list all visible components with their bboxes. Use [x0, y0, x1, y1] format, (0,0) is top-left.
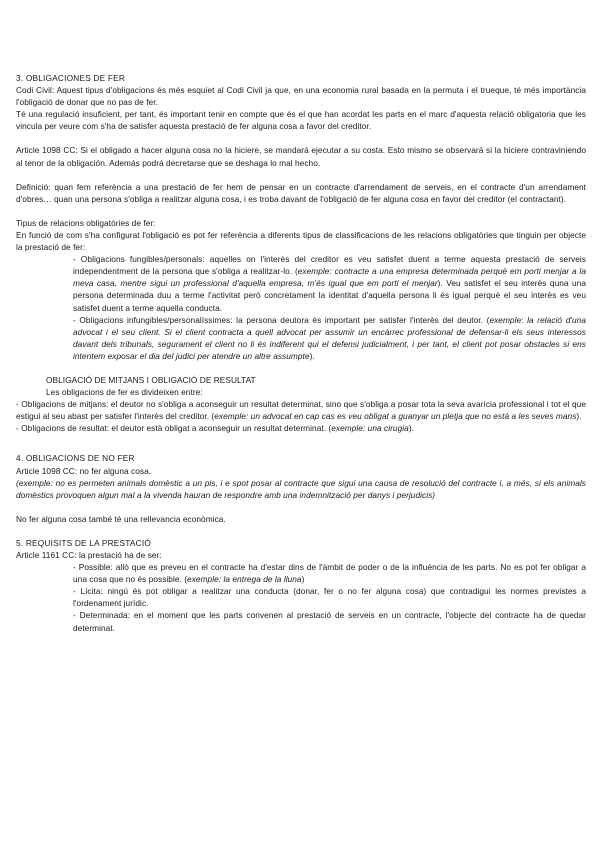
section-4-heading: 4. OBLIGACIONS DE NO FER [16, 453, 135, 464]
list-item-means [16, 398, 586, 422]
list-item-infungible [16, 314, 586, 362]
means-result-intro: Les obligacions de fer es divideixen entre: [46, 387, 203, 398]
means-result-block [16, 374, 586, 398]
infungible-text: - Obligacions infungibles/personalíssimes: la persona deutora és important per satisfer l'interès del deutor. ( [73, 314, 490, 325]
means-close: ). [576, 411, 582, 422]
section-5-heading: 5. REQUISITS DE LA PRESTACIÓ [16, 537, 152, 548]
section-4-example-text: (exemple: no es permeten animals domèstic a un pis, i e spot posar al contracte que sigui una causa de resolució del contracte i, a més, si els animals domèstics provoquen algun mal a la vivenda hauran de respondre amb una indemnització per danys i perjudicis) [16, 477, 586, 500]
section-3-intro-2: Té una regulació insuficient, per tant, és important tenir en compte que és el que han acordat les parts en el marc d'aquesta relació obligatoria que les vincula per veure com s'ha de satisfer aquesta prestació de fer alguna cosa a favor del creditor. [16, 109, 586, 132]
possible-example: exemple: la entrega de la lluna [187, 574, 302, 585]
means-example: exemple: un advocat en cap cas es veu obligat a guanyar un pletja que no està a les seves mans [214, 411, 577, 422]
list-item-fungible [16, 253, 586, 313]
section-4-example [16, 477, 586, 501]
result-close: ). [408, 423, 414, 434]
list-item-result [16, 422, 586, 434]
types-intro: En funció de com s'ha configurat l'obligació es pot fer referència a diferents tipus de classificacions de les relacions obligatòries que tinguin per objecte la prestació de fer: [16, 229, 586, 253]
possible-text: - Possible: allò que es preveu en el contracte ha d'estar dins de l'àmbit de poder o de la influència de les parts. No es pot fer obligar a una cosa que no és possible. ( [73, 562, 586, 585]
means-result-title: OBLIGACIÓ DE MITJANS I OBLIGACIÓ DE RESULTAT [46, 374, 256, 385]
infungible-close: ). [309, 350, 315, 361]
list-item-possible [16, 561, 586, 585]
section-4-article: Article 1098 CC: no fer alguna cosa. [16, 465, 152, 476]
result-text: - Obligacions de resultat: el deutor està obligat a aconseguir un resultat determinat. ( [16, 423, 332, 434]
section-5-article: Article 1161 CC: la prestació ha de ser: [16, 550, 162, 560]
means-text: - Obligacions de mitjans: el deutor no s'obliga a aconseguir un resultat determinat, sino que s'obliga a posar tota la seva avarícia professional i tot el que estigui al seu abast per satisfer l'interès del creditor. ( [16, 399, 586, 422]
list-item-licita: - Lícita: ningú és pot obligar a realitzar una conducta (donar, fer o no fer alguna cosa) que contradigui les normes previstes a l'ordenament jurídic. [73, 586, 586, 609]
fungible-rest: ). Veu satisfet el seu interès quna una persona determinada duu a terme l'activitat però concretament la identitat d'aquella persona li és igual perquè el seu interès es veu satisfet duent a terme aquella conducta. [73, 278, 587, 313]
fungible-text: - Obligacions fungibles/personals: aquelles on l'interès del creditor es veu satisfet duent a terme aquesta prestació de serveis independentment de la persona que s'obliga a realitzar-lo. ( [73, 254, 586, 277]
infungible-example: exemple: la relació d'una advocat i el seu client. Si el client contracta a quell advocat per assumir un encàrrec professional de defensar-li els seus interessos davant dels tribunals, segurament el client no li és indiferent qui el defensi judicialment, i per tant, el client pot posar obstacles si ens intentem exposar el dia del judici per atendre un altre assumpte [73, 314, 586, 361]
article-1098-quote: Article 1098 CC: Si el obligado a hacer alguna cosa no la hiciere, se mandará ejecutar a su costa. Esto mismo se observará si la hiciere contraviniendo al tenor de la obligación. Además podrá decretarse que se deshaga lo mal hecho. [16, 145, 586, 168]
fungible-example: exemple: contracte a una empresa determinada perquè em porti menjar a la meva casa, mentre sigui un professional d'aquella empresa, m'és igual que em porti el menjar [73, 266, 586, 289]
section-3-heading: 3. OBLIGACIONES DE FER [16, 73, 126, 83]
definition-paragraph: Definició: quan fem referència a una prestació de fer hem de pensar en un contracte d'arrendament de serveis, en el contracte d'un arrendament d'obres… quan una persona s'obliga a realitzar alguna cosa, i es troba davant de l'obligació de fer alguna cosa en favor del creditor (el contractant). [16, 181, 586, 204]
types-title: Tipus de relacions obligatòries de fer: [16, 217, 156, 228]
possible-close: ) [301, 574, 305, 585]
result-example: exemple: una cirugia [331, 423, 409, 434]
section-3-intro-1: Codi Civil: Aquest tipus d'obligacions és més esquiet al Codi Civil ja que, en una economia rural basada en la permuta i el trueque, té més importància l'obligació de donar que no pas de fer. [16, 85, 586, 108]
section-4-note: No fer alguna cosa també té una rellevancia econòmica. [16, 513, 226, 524]
list-item-determinada: - Determinada: en el moment que les parts convenen al prestació de serveis en un contracte, l'objecte del contracte ha de quedar determinat. [73, 610, 586, 633]
